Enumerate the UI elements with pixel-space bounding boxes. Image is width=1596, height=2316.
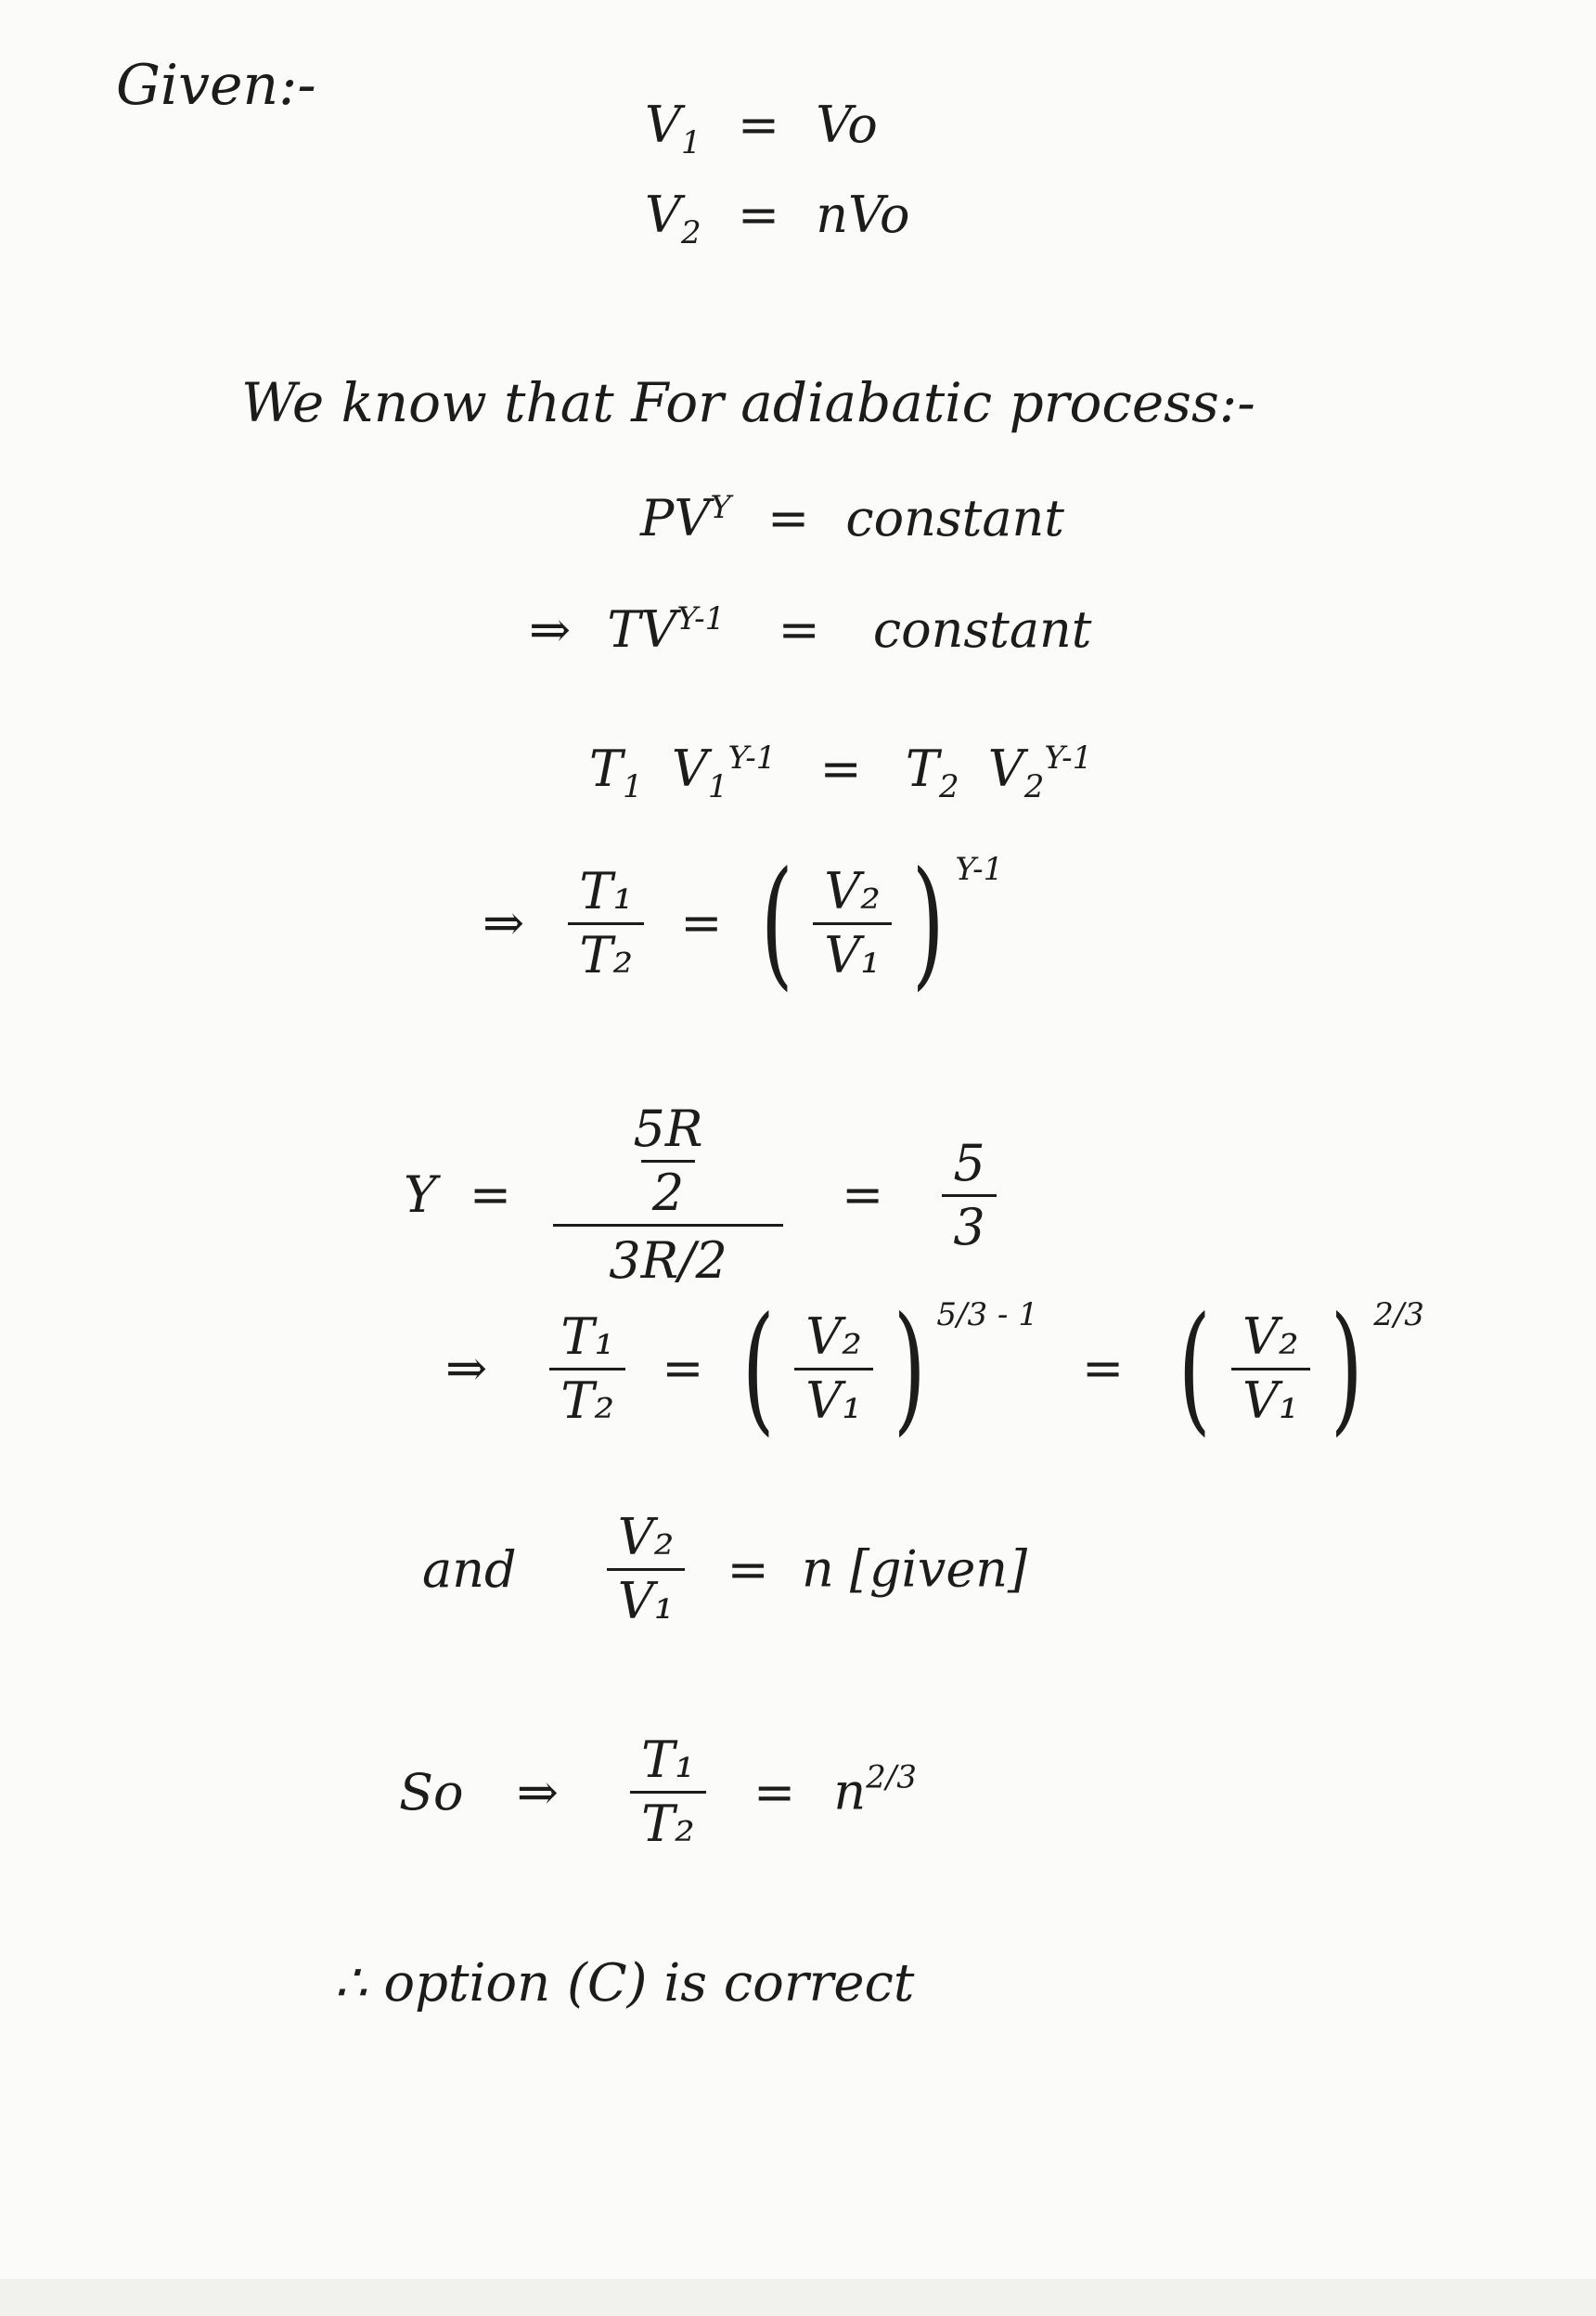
law3-v2-sub: 2	[1023, 767, 1045, 805]
given-ratio-num: V₂	[617, 1508, 675, 1566]
ratio1-exp: Y-1	[955, 851, 1004, 888]
gamma-top	[611, 1100, 726, 1224]
given-ratio-equation	[422, 1508, 1028, 1630]
gamma-eq: =	[469, 1165, 512, 1224]
given-ratio-fraction	[607, 1508, 686, 1630]
law1-rhs: constant	[845, 489, 1065, 547]
given-line-2	[645, 186, 910, 251]
law3-t2-sub: 2	[938, 767, 959, 805]
gamma-top-den: 2	[641, 1160, 695, 1218]
result-so: So	[399, 1762, 464, 1821]
given-line-1	[645, 96, 878, 161]
given-ratio-eq: =	[727, 1539, 769, 1599]
ratio2-open-paren-2: (	[1178, 1288, 1212, 1449]
ratio2-eq2: =	[1082, 1339, 1125, 1397]
law2-rhs: constant	[872, 600, 1092, 659]
ratio2-inner2-den: V₁	[1231, 1368, 1310, 1426]
gamma-equation	[404, 1100, 1006, 1290]
law2-lhs: TV	[607, 600, 677, 659]
law3-t1-sub: 1	[623, 767, 643, 805]
adiabatic-law-states	[589, 742, 1092, 803]
law2-exp: Y-1	[676, 600, 726, 637]
law1-exp: Y	[710, 489, 731, 526]
law3-exp1: Y-1	[727, 740, 777, 777]
conclusion-text: ∴ option (C) is correct	[334, 1953, 915, 2014]
law3-t2: T	[905, 740, 939, 798]
ratio-equation-2	[445, 1288, 1424, 1449]
gamma-eq2: =	[842, 1165, 884, 1224]
ratio2-inner-num: V₂	[805, 1306, 862, 1366]
law3-eq: =	[819, 740, 862, 798]
ratio2-exp: 5/3 - 1	[936, 1296, 1038, 1333]
law3-v1-sub: 1	[707, 767, 728, 805]
ratio1-open-paren: (	[760, 843, 793, 1004]
ratio1-fraction	[568, 861, 644, 984]
law2-eq: =	[778, 600, 820, 659]
law3-v2: V	[987, 740, 1024, 798]
given-line-1-lhs: V	[645, 96, 681, 154]
given-line-2-lhs: V	[645, 186, 681, 244]
gamma-res-den: 3	[942, 1194, 996, 1253]
ratio2-inner-den: V₁	[794, 1368, 873, 1426]
ratio2-close-paren-2: )	[1330, 1288, 1363, 1449]
law1-eq: =	[766, 489, 810, 547]
ratio2-den: T₂	[549, 1368, 625, 1426]
ratio2-open-paren: (	[741, 1288, 775, 1449]
given-line-1-rhs: Vo	[816, 96, 878, 154]
result-eq: =	[753, 1762, 796, 1821]
result-rhs: n	[833, 1762, 867, 1821]
given-line-2-eq: =	[737, 186, 780, 244]
ratio2-num: T₁	[560, 1306, 615, 1366]
ratio2-inner2-fraction	[1231, 1306, 1310, 1430]
result-equation	[399, 1731, 917, 1853]
ratio1-inner-num: V₂	[824, 861, 881, 920]
ratio1-close-paren: )	[911, 843, 945, 1004]
gamma-lhs: Y	[404, 1165, 437, 1224]
ratio2-arrow: ⇒	[445, 1339, 488, 1397]
given-ratio-and: and	[422, 1539, 517, 1599]
ratio2-exp2: 2/3	[1373, 1296, 1424, 1333]
ratio-equation-1	[483, 843, 1004, 1004]
given-ratio-rhs: n [given]	[801, 1539, 1028, 1599]
gamma-bottom: 3R/2	[553, 1224, 783, 1286]
law2-arrow: ⇒	[529, 600, 572, 659]
adiabatic-law-tv	[529, 600, 1092, 659]
ratio1-inner-fraction	[813, 861, 892, 984]
ratio2-eq: =	[662, 1339, 704, 1397]
ratio1-arrow: ⇒	[483, 894, 525, 952]
result-fraction	[630, 1731, 706, 1853]
gamma-res-num: 5	[953, 1133, 985, 1192]
ratio1-num: T₁	[579, 861, 634, 920]
given-line-2-rhs: nVo	[816, 186, 910, 244]
given-ratio-den: V₁	[607, 1568, 686, 1627]
ratio1-eq: =	[680, 894, 723, 952]
given-line-1-sub: 1	[681, 123, 701, 161]
gamma-top-num: 5R	[633, 1100, 703, 1158]
result-exp: 2/3	[866, 1758, 917, 1796]
gamma-result	[942, 1133, 996, 1256]
page-bottom-edge	[0, 2279, 1596, 2316]
law3-exp2: Y-1	[1044, 740, 1093, 777]
result-arrow: ⇒	[516, 1762, 559, 1821]
ratio2-inner2-num: V₂	[1242, 1306, 1299, 1366]
law3-v1: V	[671, 740, 708, 798]
law1-lhs: PV	[640, 489, 711, 547]
intro-text: We know that For adiabatic process:-	[241, 371, 1255, 434]
result-den: T₂	[630, 1791, 706, 1849]
ratio2-inner-fraction	[794, 1306, 873, 1430]
given-label: Given:-	[116, 53, 316, 118]
ratio1-den: T₂	[568, 922, 644, 981]
ratio2-fraction	[549, 1306, 625, 1430]
given-line-1-eq: =	[737, 96, 780, 154]
gamma-big-fraction	[553, 1100, 783, 1290]
given-line-2-sub: 2	[681, 213, 701, 251]
gamma-top-fraction	[623, 1100, 714, 1222]
result-num: T₁	[641, 1731, 695, 1789]
law3-t1: T	[589, 740, 624, 798]
adiabatic-law-pv	[640, 489, 1065, 547]
ratio2-close-paren: )	[893, 1288, 926, 1449]
ratio1-inner-den: V₁	[813, 922, 892, 981]
